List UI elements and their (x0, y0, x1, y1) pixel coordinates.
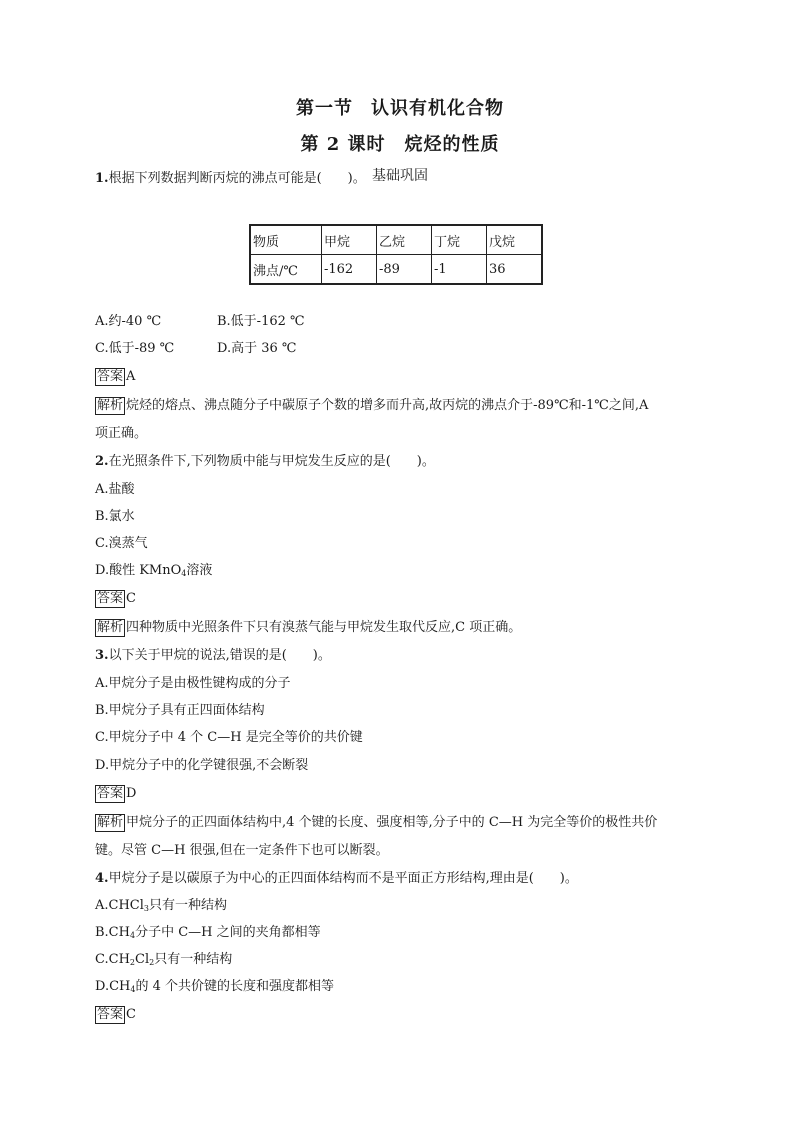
table-cell: -89 (377, 255, 432, 285)
option-a (95, 897, 227, 915)
option-d (95, 562, 212, 580)
option-c: C.溴蒸气 (95, 536, 148, 551)
option-b: B.氯水 (95, 509, 135, 524)
table-cell: 乙烷 (377, 225, 432, 255)
option-text: C.CH (95, 952, 130, 967)
question-1-analysis-cont: 项正确。 (95, 426, 148, 441)
option-b (95, 924, 321, 942)
question-1-answer (95, 368, 135, 386)
analysis-text: 四种物质中光照条件下只有溴蒸气能与甲烷发生取代反应,C 项正确。 (126, 620, 522, 635)
question-2-answer (95, 590, 136, 608)
subscript: 4 (130, 985, 136, 994)
option-c: C.低于-89 ℃ (95, 341, 175, 356)
option-c: C.甲烷分子中 4 个 C—H 是完全等价的共价键 (95, 730, 363, 745)
question-3-analysis (95, 814, 657, 832)
table-cell: 沸点/℃ (250, 255, 322, 285)
subsection-title: 基础巩固 (372, 168, 428, 184)
subscript: 3 (143, 904, 150, 913)
boiling-point-table (249, 224, 543, 285)
option-text: 只有一种结构 (154, 952, 233, 967)
question-1-options-row-1 (95, 313, 305, 331)
question-1-stem (95, 170, 366, 188)
table-row (250, 255, 542, 285)
option-text: Cl (135, 952, 150, 967)
question-number: 3. (95, 648, 109, 663)
option-text: 分子中 C—H 之间的夹角都相等 (135, 925, 321, 940)
analysis-label: 解析 (97, 398, 124, 413)
option-d: D.甲烷分子中的化学键很强,不会断裂 (95, 758, 309, 773)
question-1-analysis (95, 397, 648, 415)
question-2-analysis (95, 619, 521, 637)
analysis-text: 甲烷分子的正四面体结构中,4 个键的长度、强度相等,分子中的 C—H 为完全等价的极性共价 (126, 815, 658, 830)
table-cell: 物质 (250, 225, 322, 255)
answer-value: A (126, 369, 136, 384)
question-4-answer (95, 1006, 136, 1024)
option-text: A.CHCl (95, 898, 144, 913)
option-b: B.低于-162 ℃ (217, 314, 305, 329)
section-name: 认识有机化合物 (371, 98, 504, 119)
question-4-stem (95, 870, 578, 888)
question-text: 甲烷分子是以碳原子为中心的正四面体结构而不是平面正方形结构,理由是( )。 (108, 871, 578, 886)
table-cell: 甲烷 (322, 225, 377, 255)
section-number: 第一节 (296, 98, 353, 119)
question-text: 在光照条件下,下列物质中能与甲烷发生反应的是( )。 (108, 454, 435, 469)
option-a: A.甲烷分子是由极性键构成的分子 (95, 676, 291, 691)
analysis-label: 解析 (97, 620, 124, 635)
question-number: 4. (95, 871, 109, 886)
analysis-text: 烷烃的熔点、沸点随分子中碳原子个数的增多而升高,故丙烷的沸点介于-89℃和-1℃之间,A (126, 398, 649, 413)
option-text: D.酸性 KMnO (95, 563, 182, 578)
question-number: 2. (95, 454, 109, 469)
option-text: 只有一种结构 (149, 898, 228, 913)
question-3-analysis-cont: 键。尽管 C—H 很强,但在一定条件下也可以断裂。 (95, 843, 389, 858)
answer-value: C (126, 591, 136, 606)
question-3-answer (95, 785, 136, 803)
answer-label: 答案 (97, 1007, 124, 1022)
analysis-label: 解析 (97, 815, 124, 830)
subscript: 4 (129, 931, 136, 940)
answer-value: C (126, 1007, 136, 1022)
answer-label: 答案 (97, 369, 124, 384)
section-title (95, 96, 705, 122)
option-d (95, 978, 334, 996)
answer-label: 答案 (97, 591, 124, 606)
answer-label: 答案 (97, 786, 124, 801)
question-number: 1. (95, 171, 109, 186)
table-header-row (250, 225, 542, 255)
question-text: 根据下列数据判断丙烷的沸点可能是( )。 (108, 171, 366, 186)
subscript: 4 (181, 569, 187, 578)
question-1-options-row-2 (95, 340, 296, 358)
option-a: A.约-40 ℃ (95, 314, 162, 329)
option-text: D.CH (95, 979, 131, 994)
table-cell: -162 (322, 255, 377, 285)
question-text: 以下关于甲烷的说法,错误的是( )。 (108, 648, 331, 663)
option-a: A.盐酸 (95, 482, 135, 497)
option-text: B.CH (95, 925, 130, 940)
table-cell: 戊烷 (487, 225, 543, 255)
lesson-title: 第 2 课时 烷烃的性质 (300, 134, 500, 155)
option-d: D.高于 36 ℃ (217, 341, 297, 356)
option-text: 溶液 (186, 563, 213, 578)
table-cell: -1 (432, 255, 487, 285)
answer-value: D (126, 786, 137, 801)
table-cell: 36 (487, 255, 543, 285)
option-text: 的 4 个共价键的长度和强度都相等 (135, 979, 335, 994)
question-3-stem (95, 647, 331, 665)
subscript: 2 (149, 958, 155, 967)
subscript: 2 (129, 958, 135, 967)
table-cell: 丁烷 (432, 225, 487, 255)
question-2-stem (95, 453, 435, 471)
option-c (95, 951, 232, 969)
option-b: B.甲烷分子具有正四面体结构 (95, 703, 265, 718)
